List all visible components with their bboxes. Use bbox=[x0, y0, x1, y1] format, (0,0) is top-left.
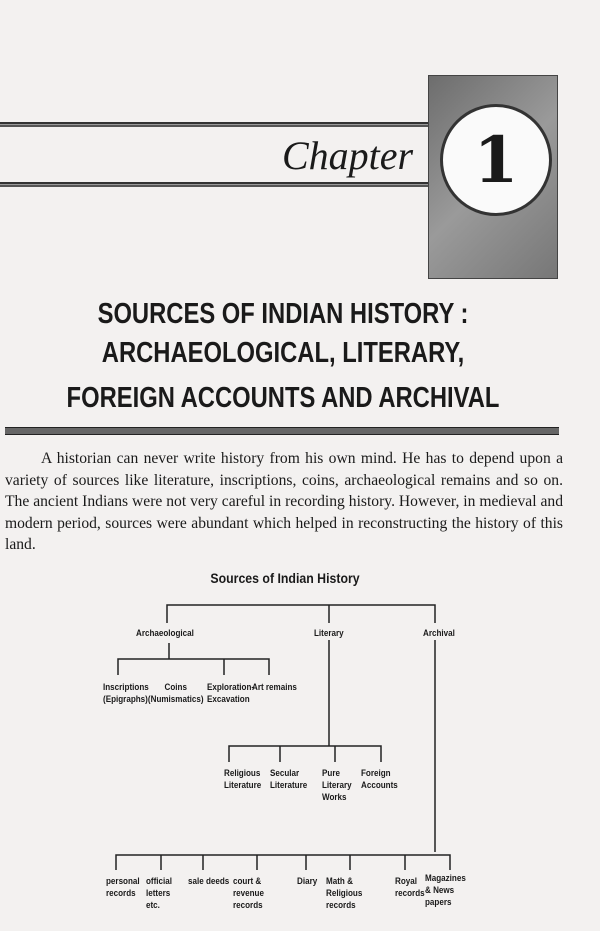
node-art-remains: Art remains bbox=[252, 682, 297, 693]
node-religious-literature: Religious Literature bbox=[224, 768, 262, 791]
node-royal-records: Royal records bbox=[395, 876, 425, 899]
archival-branch bbox=[116, 640, 450, 870]
node-archaeological: Archaeological bbox=[136, 628, 194, 639]
node-foreign-accounts: Foreign Accounts bbox=[361, 768, 398, 791]
node-magazines-newspapers: Magazines & News papers bbox=[425, 873, 466, 908]
node-court-revenue-records: court & revenue records bbox=[233, 876, 264, 911]
node-personal-records: personal records bbox=[106, 876, 140, 899]
diagram-title: Sources of Indian History bbox=[210, 570, 360, 586]
root-branch bbox=[167, 605, 435, 623]
chapter-title-line-3: FOREIGN ACCOUNTS AND ARCHIVAL bbox=[66, 382, 500, 414]
node-literary: Literary bbox=[314, 628, 344, 639]
node-coins: Coins (Numismatics) bbox=[147, 682, 204, 705]
node-math-religious-records: Math & Religious records bbox=[326, 876, 363, 911]
node-sale-deeds: sale deeds bbox=[188, 876, 230, 887]
chapter-label: Chapter bbox=[282, 133, 414, 178]
chapter-title-line-1: SOURCES OF INDIAN HISTORY : bbox=[97, 298, 469, 330]
archaeological-branch bbox=[118, 643, 269, 675]
node-official-letters: official letters etc. bbox=[146, 876, 173, 911]
node-archival: Archival bbox=[423, 628, 455, 639]
node-inscriptions: Inscriptions (Epigraphs) bbox=[103, 682, 149, 705]
node-pure-literary-works: Pure Literary Works bbox=[322, 768, 352, 803]
intro-paragraph: A historian can never write history from his own mind. He has to depend upon a variety of sources like literature, inscriptions, coins, archaeological remains and so on. The ancient Indians were not very careful in recording history. However, in medieval and modern period, sources were abundant which helped in reconstructing the history of this land. bbox=[5, 450, 563, 553]
chapter-number: 1 bbox=[440, 104, 552, 216]
node-diary: Diary bbox=[297, 876, 318, 887]
chapter-title-line-2: ARCHAEOLOGICAL, LITERARY, bbox=[101, 337, 465, 369]
node-secular-literature: Secular Literature bbox=[270, 768, 308, 791]
node-exploration: Exploration- Excavation bbox=[207, 682, 255, 705]
